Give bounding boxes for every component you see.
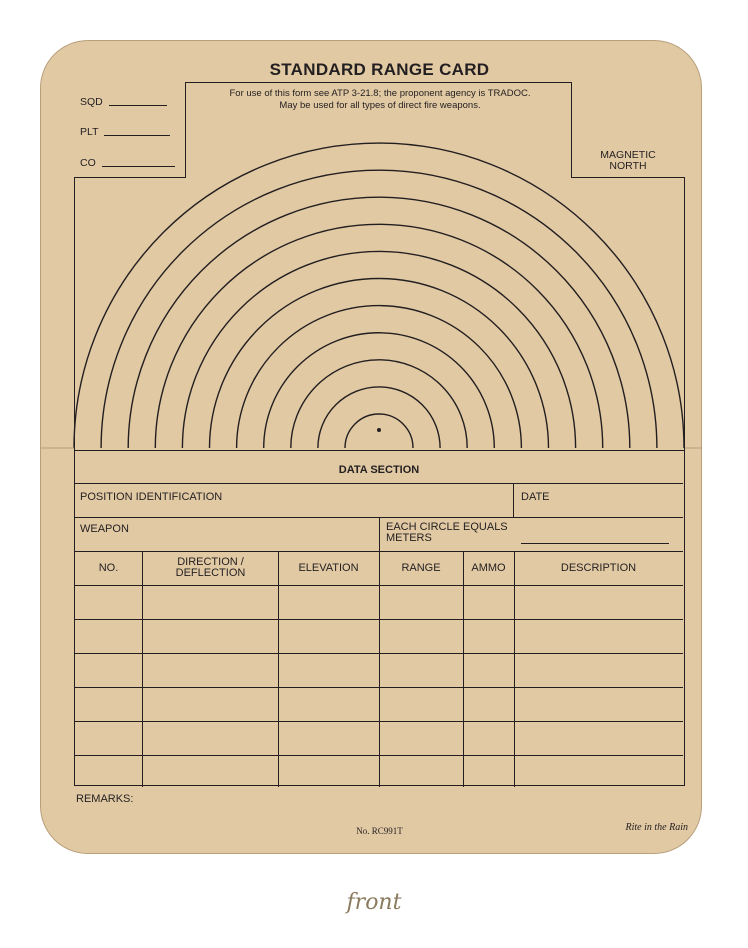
col-divider — [142, 551, 143, 787]
table-row[interactable] — [75, 687, 683, 688]
side-caption: front — [346, 890, 402, 915]
col-divider — [513, 483, 514, 517]
brand-logo: Rite in the Rain — [625, 822, 688, 833]
form-title: STANDARD RANGE CARD — [269, 60, 490, 79]
col-header-direction-line-1: DIRECTION / — [177, 556, 244, 568]
col-divider — [379, 517, 380, 551]
position-identification-label: POSITION IDENTIFICATION — [80, 491, 223, 503]
plt-label: PLT — [80, 126, 99, 138]
table-row[interactable] — [75, 755, 683, 756]
date-label: DATE — [521, 491, 550, 503]
col-header-elevation: ELEVATION — [298, 562, 359, 574]
col-divider — [278, 551, 279, 787]
col-divider — [379, 551, 380, 787]
meters-blank[interactable] — [521, 543, 669, 544]
data-section-heading: DATA SECTION — [338, 464, 420, 476]
col-divider — [463, 551, 464, 787]
instructions-line-1: For use of this form see ATP 3-21.8; the proponent agency is TRADOC. — [229, 88, 531, 99]
co-blank[interactable] — [102, 166, 175, 167]
form-number: No. RC991T — [356, 826, 403, 836]
co-field[interactable] — [80, 157, 175, 169]
circle-equals-label — [386, 522, 508, 544]
remarks-label: REMARKS: — [76, 793, 134, 805]
sqd-label: SQD — [80, 96, 103, 108]
form-instructions — [190, 88, 570, 111]
col-header-direction — [143, 557, 278, 579]
sqd-blank[interactable] — [109, 105, 167, 106]
col-header-direction-line-2: DEFLECTION — [175, 567, 246, 579]
magnetic-north-line-1: MAGNETIC — [600, 149, 656, 161]
plt-blank[interactable] — [104, 135, 170, 136]
col-header-description: DESCRIPTION — [560, 562, 637, 574]
circle-equals-line-2: METERS — [386, 532, 432, 544]
weapon-label: WEAPON — [80, 523, 129, 535]
col-header-no: NO. — [98, 562, 119, 574]
col-header-ammo: AMMO — [471, 562, 506, 574]
col-divider — [514, 551, 515, 787]
col-header-range: RANGE — [401, 562, 441, 574]
circle-equals-line-1: EACH CIRCLE EQUALS — [386, 521, 508, 533]
table-row[interactable] — [75, 619, 683, 620]
data-section-table — [74, 450, 685, 786]
row-divider — [75, 483, 683, 484]
table-row[interactable] — [75, 721, 683, 722]
magnetic-north-label — [571, 150, 685, 172]
sqd-field[interactable] — [80, 96, 167, 108]
instructions-line-2: May be used for all types of direct fire weapons. — [279, 99, 481, 111]
table-row[interactable] — [75, 653, 683, 654]
plt-field[interactable] — [80, 126, 170, 138]
magnetic-north-line-2: NORTH — [609, 160, 647, 172]
co-label: CO — [80, 157, 96, 169]
